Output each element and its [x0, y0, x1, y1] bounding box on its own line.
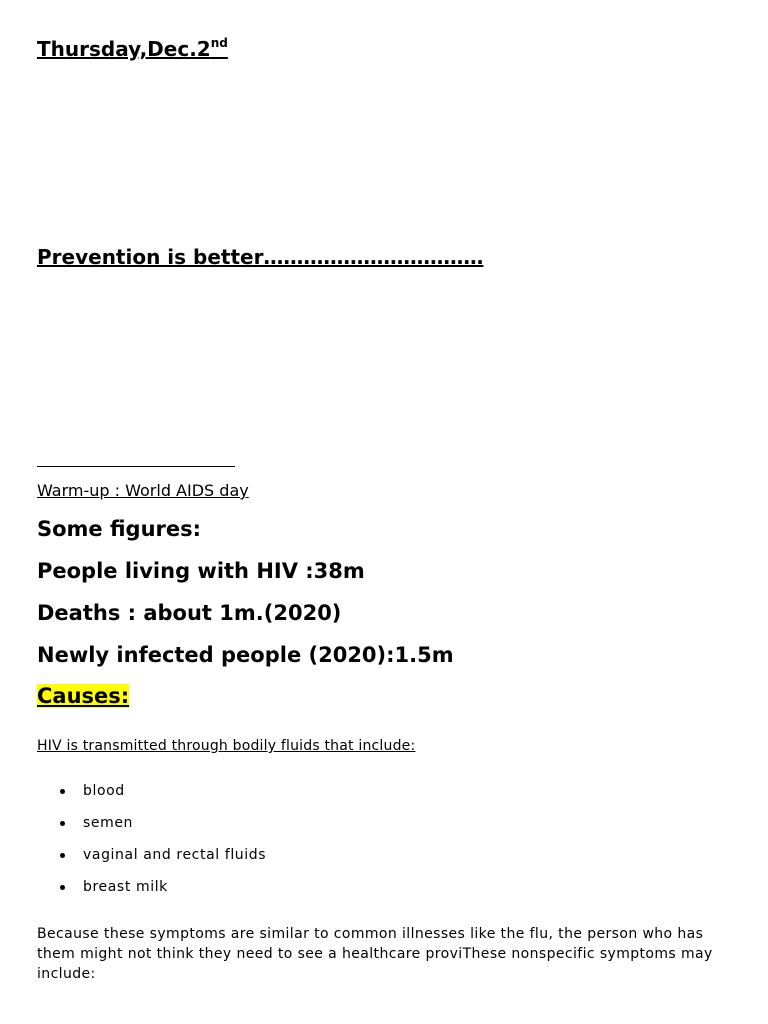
list-item	[60, 781, 266, 813]
date-text: Thursday,Dec.2	[37, 37, 211, 61]
causes-heading: Causes:	[37, 684, 130, 708]
list-item	[60, 813, 266, 845]
list-item	[60, 877, 266, 909]
list-item-label: vaginal and rectal fluids	[83, 847, 267, 863]
figure-newly-infected: Newly infected people (2020):1.5m	[37, 643, 454, 667]
figures-heading: Some figures:	[37, 517, 202, 541]
figure-people-living: People living with HIV :38m	[37, 559, 365, 583]
bullet-icon	[60, 853, 65, 858]
bullet-icon	[60, 885, 65, 890]
date-suffix: nd	[210, 36, 228, 50]
list-item-label: semen	[83, 815, 134, 831]
warmup-title: Warm-up : World AIDS day	[37, 481, 249, 500]
figure-deaths: Deaths : about 1m.(2020)	[37, 601, 342, 625]
proverb-heading: Prevention is better……………………………	[37, 245, 484, 269]
list-item	[60, 845, 266, 877]
bullet-icon	[60, 789, 65, 794]
list-item-label: blood	[83, 783, 125, 799]
bodily-fluids-list	[60, 781, 266, 909]
date-heading	[37, 36, 252, 61]
transmission-intro: HIV is transmitted through bodily fluids that include:	[37, 738, 416, 754]
symptoms-paragraph: Because these symptoms are similar to common illnesses like the flu, the person who has them might not think they need to see a healthcare proviThese nonspecific symptoms may include:	[37, 926, 713, 982]
section-divider	[37, 466, 235, 467]
bullet-icon	[60, 821, 65, 826]
list-item-label: breast milk	[83, 879, 168, 895]
